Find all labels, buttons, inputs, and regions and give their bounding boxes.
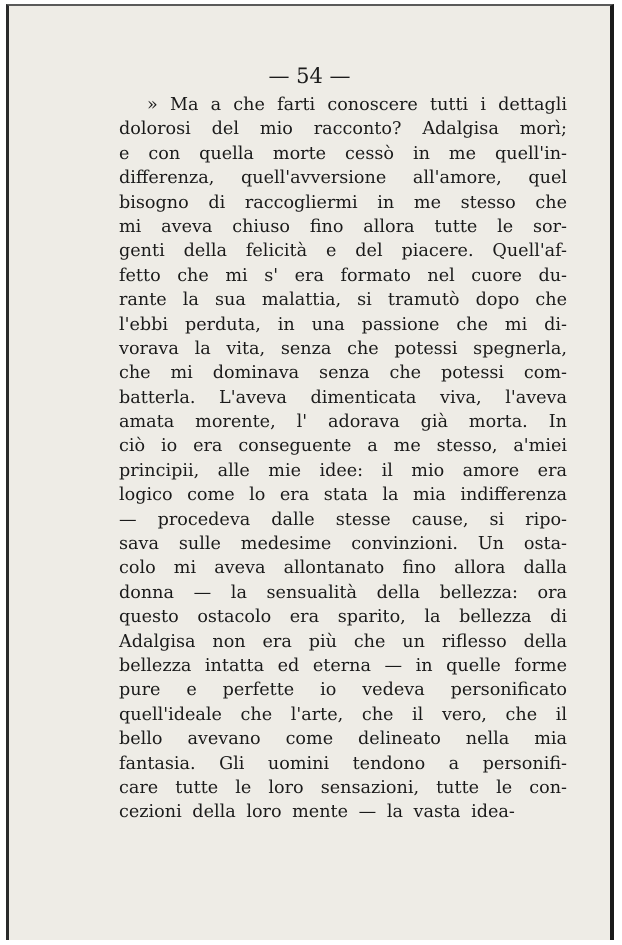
text-line: donna — la sensualità della bellezza: ora (119, 582, 567, 603)
text-line: batterla. L'aveva dimenticata viva, l'aveva (119, 387, 567, 408)
text-line: quell'ideale che l'arte, che il vero, che il (119, 704, 567, 725)
text-line: bisogno di raccogliermi in me stesso che (119, 192, 567, 213)
text-line: logico come lo era stata la mia indifferenza (119, 485, 567, 506)
text-line: care tutte le loro sensazioni, tutte le con- (119, 777, 567, 798)
text-line: ciò io era conseguente a me stesso, a'miei (119, 436, 567, 457)
text-line: fetto che mi s' era formato nel cuore du- (119, 265, 567, 286)
text-line: bellezza intatta ed eterna — in quelle forme (119, 655, 567, 676)
text-line: mi aveva chiuso fino allora tutte le sor- (119, 216, 567, 237)
text-line: rante la sua malattia, si tramutò dopo che (119, 290, 567, 311)
book-page (6, 4, 614, 940)
text-line: » Ma a che farti conoscere tutti i dettagli (147, 95, 567, 115)
text-line: colo mi aveva allontanato fino allora dalla (119, 558, 567, 579)
text-line: principii, alle mie idee: il mio amore era (119, 460, 567, 481)
text-line: differenza, quell'avversione all'amore, quel (119, 168, 567, 189)
text-line: vorava la vita, senza che potessi spegnerla, (119, 338, 567, 359)
text-line: — procedeva dalle stesse cause, si ripo- (119, 509, 567, 530)
text-line: sava sulle medesime convinzioni. Un osta- (119, 534, 567, 555)
text-line: amata morente, l' adorava già morta. In (119, 412, 567, 433)
text-line: e con quella morte cessò in me quell'in- (119, 143, 567, 164)
text-line: pure e perfette io vedeva personificato (119, 680, 567, 701)
text-line: dolorosi del mio racconto? Adalgisa morì; (119, 119, 567, 140)
body-text (119, 93, 567, 825)
page-number: — 54 — (268, 64, 351, 88)
text-line: cezioni della loro mente — la vasta idea- (119, 802, 515, 823)
text-line: l'ebbi perduta, in una passione che mi di- (119, 314, 567, 335)
text-line: bello avevano come delineato nella mia (119, 729, 567, 750)
text-line: fantasia. Gli uomini tendono a personifi- (119, 753, 567, 774)
text-line: questo ostacolo era sparito, la bellezza di (119, 607, 567, 628)
text-line: che mi dominava senza che potessi com- (119, 363, 567, 384)
text-line: Adalgisa non era più che un riflesso della (119, 631, 567, 652)
text-line: genti della felicità e del piacere. Quell'af- (119, 241, 567, 262)
